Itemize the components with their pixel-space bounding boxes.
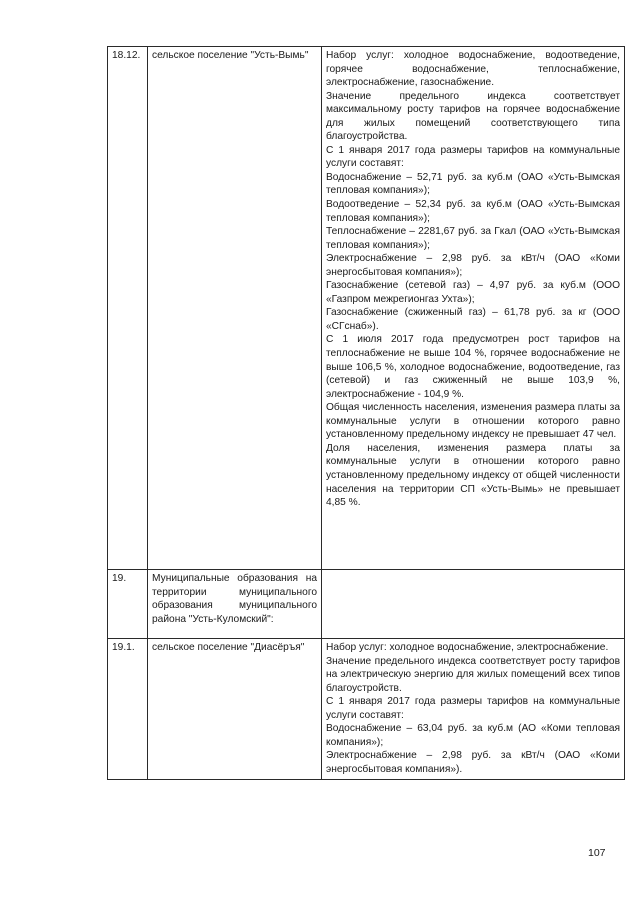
table-row <box>108 570 625 639</box>
tariff-description <box>322 639 625 780</box>
paragraph: Электроснабжение – 2,98 руб. за кВт/ч (ОАО «Коми энергосбытовая компания»). <box>326 750 620 775</box>
municipality-name-text: сельское поселение "Усть-Вымь" <box>152 50 309 61</box>
municipality-name <box>148 639 322 780</box>
paragraph: С 1 января 2017 года размеры тарифов на коммунальные услуги составят: <box>326 144 620 170</box>
municipality-name <box>148 47 322 570</box>
tariff-description <box>322 47 625 570</box>
paragraph: Теплоснабжение – 2281,67 руб. за Гкал (ОАО «Усть-Вымская тепловая компания»); <box>326 226 620 251</box>
table-row <box>108 639 625 780</box>
paragraph: Набор услуг: холодное водоснабжение, водоотведение, горячее водоснабжение, теплоснабжение, электроснабжение, газоснабжение. <box>326 50 620 89</box>
paragraph: С 1 июля 2017 года предусмотрен рост тарифов на теплоснабжение не выше 104 %, горячее водоснабжение не выше 106,5 %, холодное водоснабжение, водоотведение, газ (сетевой) и газ сжиженный не выше 103,9 %, электроснабжение - 104,9 %. <box>326 334 620 400</box>
paragraph: Значение предельного индекса соответствует максимальному росту тарифов на горячее водоснабжение для жилых помещений соответствующего типа благоустройства. <box>326 90 620 143</box>
paragraph: Газоснабжение (сжиженный газ) – 61,78 руб. за кг (ООО «СГснаб»). <box>326 307 620 332</box>
table-row <box>108 47 625 570</box>
paragraph: Общая численность населения, изменения размера платы за коммунальные услуги в отношении которого равно установленному предельному индексу не превышает 47 чел. <box>326 402 620 441</box>
paragraph: Водоотведение – 52,34 руб. за куб.м (ОАО «Усть-Вымская тепловая компания»); <box>326 199 620 224</box>
paragraph: Набор услуг: холодное водоснабжение, электроснабжение. <box>326 642 609 653</box>
tariff-table <box>107 46 625 780</box>
municipality-name-text: сельское поселение "Диасёръя" <box>152 642 305 653</box>
paragraph: Водоснабжение – 63,04 руб. за куб.м (АО «Коми тепловая компания»); <box>326 723 620 748</box>
paragraph: Газоснабжение (сетевой газ) – 4,97 руб. за куб.м (ООО «Газпром межрегионгаз Ухта»); <box>326 280 620 305</box>
tariff-description <box>322 570 625 639</box>
municipality-name-text: Муниципальные образования на территории муниципального образования муниципального района "Усть-Куломский": <box>152 573 317 625</box>
row-number: 19. <box>108 570 148 639</box>
paragraph: Доля населения, изменения размера платы за коммунальные услуги в отношении которого равно установленному предельному индексу от общей численности населения на территории СП «Усть-Вымь» не превышает 4,85 %. <box>326 442 620 509</box>
paragraph: Водоснабжение – 52,71 руб. за куб.м (ОАО «Усть-Вымская тепловая компания»); <box>326 171 620 197</box>
row-number: 19.1. <box>108 639 148 780</box>
paragraph: С 1 января 2017 года размеры тарифов на коммунальные услуги составят: <box>326 696 620 721</box>
municipality-name <box>148 570 322 639</box>
paragraph: Электроснабжение – 2,98 руб. за кВт/ч (ОАО «Коми энергосбытовая компания»); <box>326 253 620 278</box>
row-number: 18.12. <box>108 47 148 570</box>
page-number: 107 <box>588 847 606 859</box>
paragraph: Значение предельного индекса соответствует росту тарифов на электрическую энергию для жилых помещений всех типов благоустройств. <box>326 655 620 694</box>
